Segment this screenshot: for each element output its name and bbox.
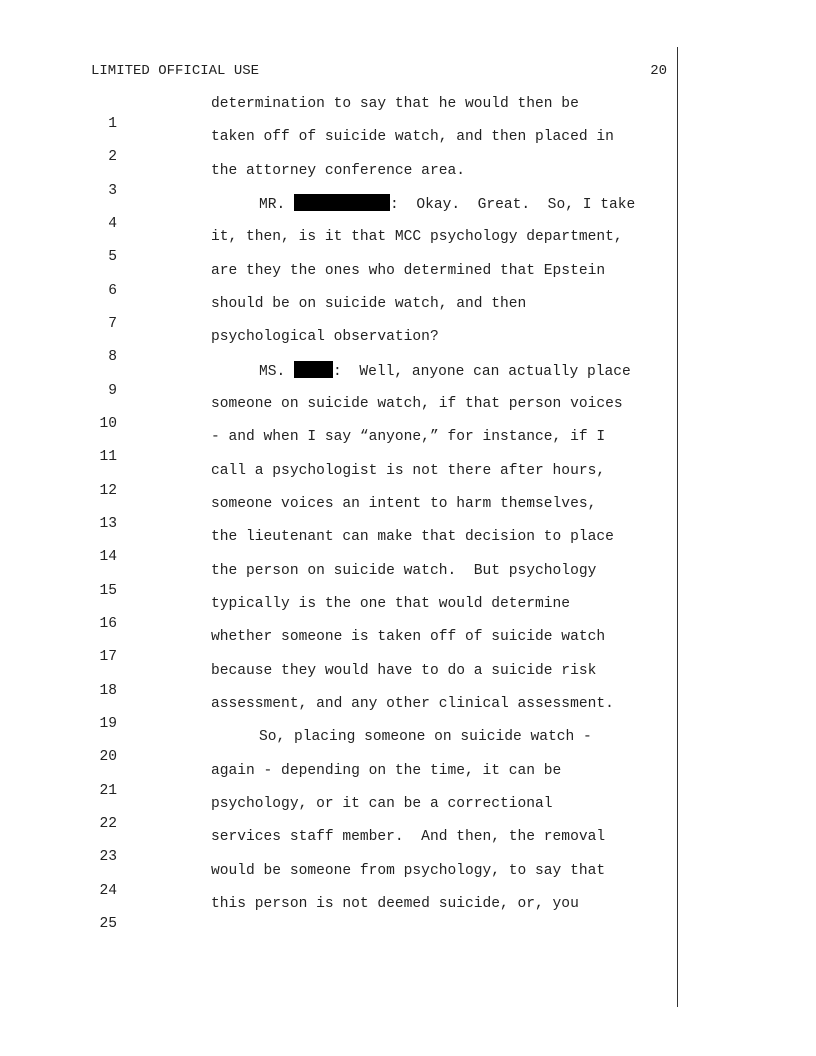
transcript-line — [0, 261, 700, 299]
line-number: 10 — [99, 416, 117, 432]
line-number: 6 — [108, 283, 117, 299]
transcript-line — [0, 127, 700, 165]
line-text: someone on suicide watch, if that person voices — [211, 396, 623, 412]
transcript-line — [0, 327, 700, 365]
line-number: 22 — [99, 816, 117, 832]
speaker-title: MS. — [259, 364, 286, 380]
speaker-line — [259, 194, 635, 215]
line-text: the attorney conference area. — [211, 163, 465, 179]
line-number: 3 — [108, 183, 117, 199]
line-number: 1 — [108, 116, 117, 132]
line-text: psychology, or it can be a correctional — [211, 796, 553, 812]
transcript-line — [0, 527, 700, 565]
transcript-line — [0, 561, 700, 599]
line-number: 25 — [99, 916, 117, 932]
line-text: the lieutenant can make that decision to place — [211, 529, 614, 545]
line-text: taken off of suicide watch, and then placed in — [211, 129, 614, 145]
line-number: 24 — [99, 883, 117, 899]
line-number: 15 — [99, 583, 117, 599]
line-text: : Well, anyone can actually place — [333, 364, 631, 380]
line-text: this person is not deemed suicide, or, you — [211, 896, 579, 912]
transcript-line — [0, 194, 700, 232]
line-number: 23 — [99, 849, 117, 865]
line-number: 19 — [99, 716, 117, 732]
line-text: psychological observation? — [211, 329, 439, 345]
line-number: 4 — [108, 216, 117, 232]
line-text: services staff member. And then, the removal — [211, 829, 606, 845]
transcript-line — [0, 761, 700, 799]
transcript-line — [0, 594, 700, 632]
page-header — [91, 61, 667, 81]
line-number: 5 — [108, 249, 117, 265]
speaker-title: MR. — [259, 197, 286, 213]
line-text: So, placing someone on suicide watch - — [259, 729, 592, 745]
transcript-line — [0, 894, 700, 932]
transcript-line — [0, 94, 700, 132]
line-text: should be on suicide watch, and then — [211, 296, 527, 312]
line-number: 11 — [99, 449, 117, 465]
line-number: 20 — [99, 749, 117, 765]
line-text: it, then, is it that MCC psychology department, — [211, 229, 623, 245]
transcript-line — [0, 427, 700, 465]
redaction-block — [294, 194, 390, 211]
classification-marking: LIMITED OFFICIAL USE — [91, 63, 260, 79]
line-number: 7 — [108, 316, 117, 332]
line-number: 9 — [108, 383, 117, 399]
line-text: would be someone from psychology, to say that — [211, 863, 606, 879]
line-number: 12 — [99, 483, 117, 499]
transcript-line — [0, 161, 700, 199]
transcript-line — [0, 794, 700, 832]
redaction-block — [294, 361, 333, 378]
line-text: - and when I say “anyone,” for instance, if I — [211, 429, 606, 445]
line-number: 13 — [99, 516, 117, 532]
line-text: call a psychologist is not there after hours, — [211, 463, 606, 479]
transcript-line — [0, 661, 700, 699]
transcript-line — [0, 361, 700, 399]
transcript-line — [0, 861, 700, 899]
speaker-line — [259, 361, 631, 382]
transcript-line — [0, 461, 700, 499]
line-number: 21 — [99, 783, 117, 799]
line-text: typically is the one that would determine — [211, 596, 571, 612]
line-text: because they would have to do a suicide risk — [211, 663, 597, 679]
transcript-line — [0, 294, 700, 332]
line-number: 16 — [99, 616, 117, 632]
line-text: : Okay. Great. So, I take — [390, 197, 636, 213]
transcript-line — [0, 394, 700, 432]
line-text: again - depending on the time, it can be — [211, 763, 562, 779]
transcript-line — [0, 494, 700, 532]
line-number: 14 — [99, 549, 117, 565]
transcript-line — [0, 827, 700, 865]
transcript-line — [0, 227, 700, 265]
line-text: someone voices an intent to harm themselves, — [211, 496, 597, 512]
line-number: 17 — [99, 649, 117, 665]
line-text: assessment, and any other clinical assessment. — [211, 696, 614, 712]
transcript-line — [0, 694, 700, 732]
line-number: 18 — [99, 683, 117, 699]
line-text: determination to say that he would then be — [211, 96, 579, 112]
line-text: are they the ones who determined that Epstein — [211, 263, 606, 279]
line-text: whether someone is taken off of suicide watch — [211, 629, 606, 645]
line-text: the person on suicide watch. But psychology — [211, 563, 597, 579]
line-number: 2 — [108, 149, 117, 165]
page-number: 20 — [650, 63, 667, 79]
transcript-line — [0, 727, 700, 765]
transcript-line — [0, 627, 700, 665]
line-number: 8 — [108, 349, 117, 365]
